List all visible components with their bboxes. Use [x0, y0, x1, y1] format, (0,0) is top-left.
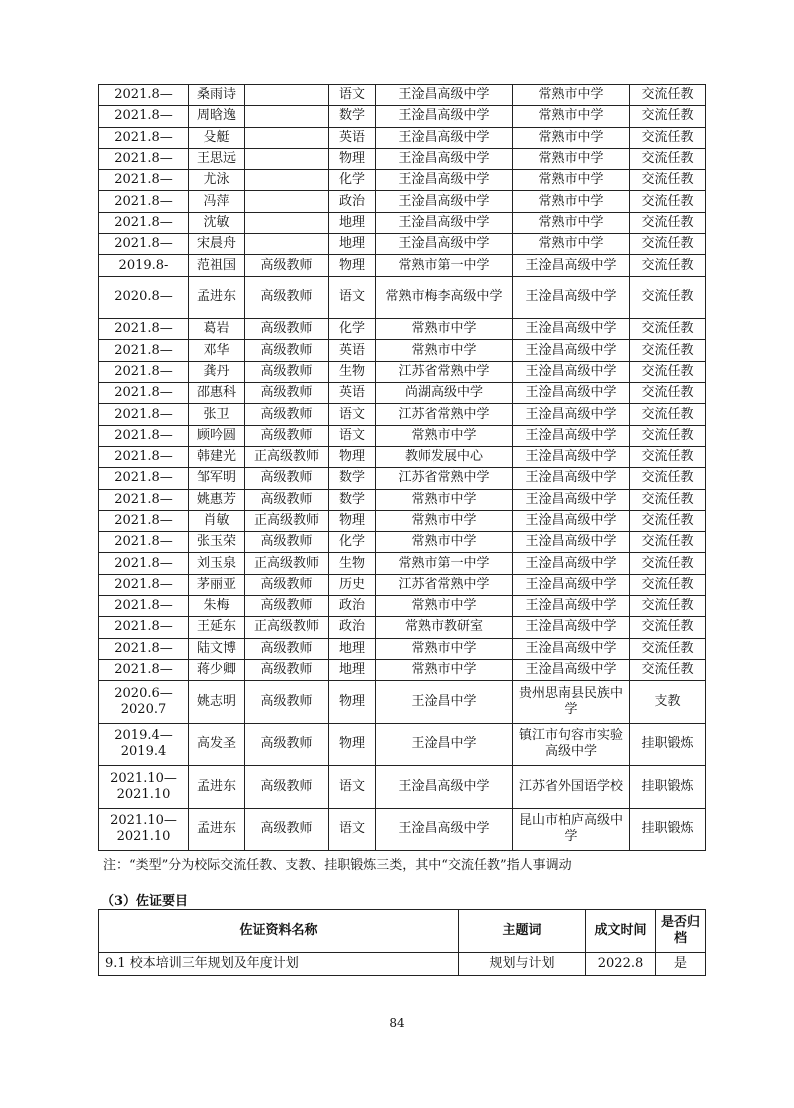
cell-title: 正高级教师 — [245, 446, 329, 467]
cell-name: 陆文博 — [189, 638, 245, 659]
cell-from-school: 常熟市中学 — [376, 596, 513, 617]
cell-date: 2021.8— — [99, 425, 189, 446]
cell-type: 交流任教 — [630, 234, 706, 255]
cell-to-school: 王淦昌高级中学 — [513, 553, 630, 574]
cell-subject: 物理 — [329, 255, 376, 276]
cell-name: 尤泳 — [189, 170, 245, 191]
cell-type: 交流任教 — [630, 553, 706, 574]
cell-name: 范祖国 — [189, 255, 245, 276]
cell-title: 高级教师 — [245, 340, 329, 361]
cell-name: 桑雨诗 — [189, 85, 245, 106]
cell-name: 邵惠科 — [189, 383, 245, 404]
cell-type: 交流任教 — [630, 148, 706, 169]
table-row — [99, 446, 706, 467]
cell-from-school: 常熟市中学 — [376, 425, 513, 446]
cell-date: 2021.8— — [99, 148, 189, 169]
cell-from-school: 王淦昌高级中学 — [376, 127, 513, 148]
cell-name: 葛岩 — [189, 319, 245, 340]
cell-to-school: 常熟市中学 — [513, 170, 630, 191]
cell-type: 交流任教 — [630, 659, 706, 680]
teacher-exchange-table — [98, 84, 706, 851]
cell-subject: 生物 — [329, 361, 376, 382]
cell-title — [245, 234, 329, 255]
cell-type: 交流任教 — [630, 574, 706, 595]
cell-type: 交流任教 — [630, 191, 706, 212]
cell-from-school: 王淦昌高级中学 — [376, 170, 513, 191]
cell-type: 交流任教 — [630, 617, 706, 638]
cell-to-school: 王淦昌高级中学 — [513, 340, 630, 361]
cell-from-school: 常熟市中学 — [376, 489, 513, 510]
table-row — [99, 808, 706, 851]
header-date: 成文时间 — [586, 910, 656, 953]
cell-subject: 语文 — [329, 404, 376, 425]
cell-to-school: 常熟市中学 — [513, 127, 630, 148]
table-row — [99, 489, 706, 510]
cell-from-school: 常熟市教研室 — [376, 617, 513, 638]
cell-date: 2021.8— — [99, 85, 189, 106]
table-row — [99, 383, 706, 404]
cell-subject: 化学 — [329, 319, 376, 340]
cell-name: 茅丽亚 — [189, 574, 245, 595]
cell-date: 2020.6—2020.7 — [99, 681, 189, 724]
table-row — [99, 425, 706, 446]
table-row — [99, 510, 706, 531]
cell-from-school: 江苏省常熟中学 — [376, 404, 513, 425]
cell-type: 交流任教 — [630, 340, 706, 361]
cell-type: 交流任教 — [630, 446, 706, 467]
cell-title: 高级教师 — [245, 383, 329, 404]
header-keyword: 主题词 — [459, 910, 586, 953]
cell-title — [245, 191, 329, 212]
section-title: （3）佐证要目 — [101, 894, 189, 909]
cell-from-school: 江苏省常熟中学 — [376, 468, 513, 489]
cell-title: 高级教师 — [245, 255, 329, 276]
cell-to-school: 王淦昌高级中学 — [513, 638, 630, 659]
cell-to-school: 常熟市中学 — [513, 212, 630, 233]
cell-subject: 政治 — [329, 191, 376, 212]
cell-subject: 化学 — [329, 170, 376, 191]
cell-subject: 语文 — [329, 85, 376, 106]
cell-to-school: 王淦昌高级中学 — [513, 489, 630, 510]
cell-subject: 生物 — [329, 553, 376, 574]
cell-from-school: 王淦昌高级中学 — [376, 106, 513, 127]
cell-name: 龚丹 — [189, 361, 245, 382]
cell-from-school: 教师发展中心 — [376, 446, 513, 467]
cell-to-school: 常熟市中学 — [513, 234, 630, 255]
cell-subject: 数学 — [329, 106, 376, 127]
evidence-table — [98, 909, 706, 976]
cell-from-school: 王淦昌中学 — [376, 723, 513, 766]
cell-to-school: 王淦昌高级中学 — [513, 617, 630, 638]
cell-name: 王思远 — [189, 148, 245, 169]
evidence-row — [99, 953, 706, 976]
cell-to-school: 王淦昌高级中学 — [513, 276, 630, 319]
table-row — [99, 361, 706, 382]
table-row — [99, 127, 706, 148]
table-row — [99, 766, 706, 809]
cell-title: 高级教师 — [245, 404, 329, 425]
cell-subject: 历史 — [329, 574, 376, 595]
cell-type: 挂职锻炼 — [630, 766, 706, 809]
cell-type: 交流任教 — [630, 319, 706, 340]
table-row — [99, 723, 706, 766]
cell-type: 交流任教 — [630, 404, 706, 425]
table-row — [99, 532, 706, 553]
cell-type: 挂职锻炼 — [630, 808, 706, 851]
cell-to-school: 王淦昌高级中学 — [513, 659, 630, 680]
cell-date: 2021.8— — [99, 404, 189, 425]
cell-date: 2021.8— — [99, 596, 189, 617]
cell-to-school: 王淦昌高级中学 — [513, 404, 630, 425]
cell-date: 2021.8— — [99, 127, 189, 148]
cell-to-school: 王淦昌高级中学 — [513, 255, 630, 276]
cell-name: 肖敏 — [189, 510, 245, 531]
cell-subject: 语文 — [329, 425, 376, 446]
cell-subject: 地理 — [329, 234, 376, 255]
cell-subject: 地理 — [329, 659, 376, 680]
cell-from-school: 常熟市第一中学 — [376, 255, 513, 276]
cell-date: 2021.8— — [99, 659, 189, 680]
cell-subject: 英语 — [329, 127, 376, 148]
cell-title: 高级教师 — [245, 808, 329, 851]
cell-date: 2021.8— — [99, 191, 189, 212]
cell-name: 张玉荣 — [189, 532, 245, 553]
cell-to-school: 昆山市柏庐高级中学 — [513, 808, 630, 851]
cell-name: 沈敏 — [189, 212, 245, 233]
cell-from-school: 常熟市中学 — [376, 659, 513, 680]
cell-title: 高级教师 — [245, 596, 329, 617]
cell-date: 2019.4—2019.4 — [99, 723, 189, 766]
table-row — [99, 191, 706, 212]
cell-name: 孟进东 — [189, 766, 245, 809]
evidence-keyword: 规划与计划 — [459, 953, 586, 976]
cell-to-school: 王淦昌高级中学 — [513, 319, 630, 340]
cell-subject: 政治 — [329, 596, 376, 617]
cell-from-school: 常熟市梅李高级中学 — [376, 276, 513, 319]
cell-date: 2021.8— — [99, 468, 189, 489]
table-row — [99, 148, 706, 169]
cell-from-school: 王淦昌高级中学 — [376, 191, 513, 212]
cell-to-school: 王淦昌高级中学 — [513, 574, 630, 595]
table-row — [99, 468, 706, 489]
cell-title: 高级教师 — [245, 723, 329, 766]
cell-type: 交流任教 — [630, 425, 706, 446]
cell-date: 2021.8— — [99, 510, 189, 531]
table-row — [99, 617, 706, 638]
cell-title: 高级教师 — [245, 532, 329, 553]
cell-from-school: 常熟市中学 — [376, 340, 513, 361]
cell-name: 冯萍 — [189, 191, 245, 212]
cell-date: 2021.8— — [99, 638, 189, 659]
cell-type: 交流任教 — [630, 276, 706, 319]
cell-date: 2021.8— — [99, 489, 189, 510]
cell-title: 高级教师 — [245, 574, 329, 595]
cell-to-school: 王淦昌高级中学 — [513, 425, 630, 446]
cell-from-school: 王淦昌高级中学 — [376, 808, 513, 851]
page-number: 84 — [389, 1016, 405, 1030]
cell-title: 高级教师 — [245, 659, 329, 680]
cell-title — [245, 170, 329, 191]
cell-title: 高级教师 — [245, 276, 329, 319]
cell-to-school: 王淦昌高级中学 — [513, 383, 630, 404]
evidence-material-name: 9.1 校本培训三年规划及年度计划 — [99, 953, 459, 976]
cell-name: 殳艇 — [189, 127, 245, 148]
cell-date: 2021.8— — [99, 170, 189, 191]
cell-subject: 数学 — [329, 489, 376, 510]
cell-type: 交流任教 — [630, 85, 706, 106]
cell-date: 2021.8— — [99, 383, 189, 404]
cell-subject: 物理 — [329, 681, 376, 724]
cell-from-school: 王淦昌高级中学 — [376, 148, 513, 169]
cell-type: 支教 — [630, 681, 706, 724]
cell-date: 2021.8— — [99, 574, 189, 595]
table-note: 注：“类型”分为校际交流任教、支教、挂职锻炼三类，其中“交流任教”指人事调动 — [103, 858, 572, 873]
table-row — [99, 319, 706, 340]
cell-to-school: 王淦昌高级中学 — [513, 446, 630, 467]
cell-date: 2021.10—2021.10 — [99, 766, 189, 809]
cell-from-school: 王淦昌高级中学 — [376, 766, 513, 809]
cell-subject: 地理 — [329, 638, 376, 659]
cell-type: 交流任教 — [630, 489, 706, 510]
evidence-date: 2022.8 — [586, 953, 656, 976]
cell-from-school: 常熟市中学 — [376, 532, 513, 553]
cell-subject: 地理 — [329, 212, 376, 233]
cell-title — [245, 85, 329, 106]
cell-date: 2021.8— — [99, 532, 189, 553]
cell-subject: 政治 — [329, 617, 376, 638]
cell-to-school: 常熟市中学 — [513, 85, 630, 106]
cell-to-school: 常熟市中学 — [513, 148, 630, 169]
cell-type: 交流任教 — [630, 638, 706, 659]
header-material-name: 佐证资料名称 — [99, 910, 459, 953]
cell-title — [245, 127, 329, 148]
cell-date: 2021.8— — [99, 234, 189, 255]
table-row — [99, 234, 706, 255]
cell-name: 邓华 — [189, 340, 245, 361]
cell-title: 高级教师 — [245, 766, 329, 809]
table-row — [99, 340, 706, 361]
teacher-exchange-table-body — [99, 85, 706, 851]
cell-title: 高级教师 — [245, 425, 329, 446]
cell-type: 挂职锻炼 — [630, 723, 706, 766]
cell-date: 2021.8— — [99, 106, 189, 127]
table-row — [99, 170, 706, 191]
cell-name: 姚惠芳 — [189, 489, 245, 510]
cell-from-school: 王淦昌中学 — [376, 681, 513, 724]
cell-title — [245, 148, 329, 169]
cell-subject: 英语 — [329, 340, 376, 361]
cell-name: 蒋少卿 — [189, 659, 245, 680]
cell-subject: 语文 — [329, 808, 376, 851]
cell-from-school: 常熟市第一中学 — [376, 553, 513, 574]
cell-type: 交流任教 — [630, 127, 706, 148]
cell-subject: 语文 — [329, 766, 376, 809]
cell-title — [245, 106, 329, 127]
cell-name: 周晗逸 — [189, 106, 245, 127]
table-row — [99, 85, 706, 106]
cell-name: 孟进东 — [189, 276, 245, 319]
cell-type: 交流任教 — [630, 255, 706, 276]
table-row — [99, 553, 706, 574]
cell-to-school: 贵州思南县民族中学 — [513, 681, 630, 724]
cell-type: 交流任教 — [630, 532, 706, 553]
cell-subject: 物理 — [329, 723, 376, 766]
cell-subject: 物理 — [329, 510, 376, 531]
cell-to-school: 镇江市句容市实验高级中学 — [513, 723, 630, 766]
cell-date: 2021.8— — [99, 212, 189, 233]
cell-from-school: 江苏省常熟中学 — [376, 361, 513, 382]
table-row — [99, 681, 706, 724]
cell-to-school: 王淦昌高级中学 — [513, 361, 630, 382]
cell-to-school: 王淦昌高级中学 — [513, 532, 630, 553]
table-row — [99, 276, 706, 319]
cell-type: 交流任教 — [630, 468, 706, 489]
cell-to-school: 常熟市中学 — [513, 191, 630, 212]
table-row — [99, 212, 706, 233]
cell-date: 2021.8— — [99, 361, 189, 382]
cell-title: 高级教师 — [245, 681, 329, 724]
table-row — [99, 659, 706, 680]
cell-from-school: 王淦昌高级中学 — [376, 234, 513, 255]
cell-type: 交流任教 — [630, 383, 706, 404]
cell-subject: 物理 — [329, 148, 376, 169]
cell-date: 2021.8— — [99, 340, 189, 361]
cell-title: 高级教师 — [245, 361, 329, 382]
cell-from-school: 尚湖高级中学 — [376, 383, 513, 404]
cell-name: 宋晨舟 — [189, 234, 245, 255]
table-row — [99, 574, 706, 595]
cell-date: 2021.8— — [99, 553, 189, 574]
cell-name: 顾吟圆 — [189, 425, 245, 446]
table-row — [99, 106, 706, 127]
cell-subject: 英语 — [329, 383, 376, 404]
cell-type: 交流任教 — [630, 212, 706, 233]
table-row — [99, 404, 706, 425]
cell-name: 韩建光 — [189, 446, 245, 467]
cell-from-school: 常熟市中学 — [376, 638, 513, 659]
cell-name: 张卫 — [189, 404, 245, 425]
cell-date: 2020.8— — [99, 276, 189, 319]
cell-date: 2019.8- — [99, 255, 189, 276]
cell-name: 孟进东 — [189, 808, 245, 851]
cell-title: 正高级教师 — [245, 553, 329, 574]
table-row — [99, 255, 706, 276]
cell-name: 邹军明 — [189, 468, 245, 489]
cell-from-school: 常熟市中学 — [376, 510, 513, 531]
cell-date: 2021.10—2021.10 — [99, 808, 189, 851]
cell-name: 高发圣 — [189, 723, 245, 766]
cell-subject: 物理 — [329, 446, 376, 467]
cell-subject: 语文 — [329, 276, 376, 319]
cell-subject: 化学 — [329, 532, 376, 553]
cell-subject: 数学 — [329, 468, 376, 489]
cell-date: 2021.8— — [99, 319, 189, 340]
cell-to-school: 常熟市中学 — [513, 106, 630, 127]
cell-title: 高级教师 — [245, 468, 329, 489]
cell-title: 正高级教师 — [245, 510, 329, 531]
cell-name: 朱梅 — [189, 596, 245, 617]
cell-date: 2021.8— — [99, 446, 189, 467]
cell-from-school: 江苏省常熟中学 — [376, 574, 513, 595]
cell-from-school: 王淦昌高级中学 — [376, 85, 513, 106]
cell-type: 交流任教 — [630, 170, 706, 191]
table-row — [99, 596, 706, 617]
evidence-archived: 是 — [656, 953, 706, 976]
cell-to-school: 王淦昌高级中学 — [513, 468, 630, 489]
cell-title: 高级教师 — [245, 489, 329, 510]
cell-to-school: 王淦昌高级中学 — [513, 596, 630, 617]
cell-title: 高级教师 — [245, 319, 329, 340]
cell-to-school: 王淦昌高级中学 — [513, 510, 630, 531]
cell-type: 交流任教 — [630, 106, 706, 127]
cell-name: 姚志明 — [189, 681, 245, 724]
cell-name: 刘玉泉 — [189, 553, 245, 574]
table-row — [99, 638, 706, 659]
cell-name: 王延东 — [189, 617, 245, 638]
cell-date: 2021.8— — [99, 617, 189, 638]
cell-type: 交流任教 — [630, 596, 706, 617]
evidence-header-row — [99, 910, 706, 953]
cell-title: 高级教师 — [245, 638, 329, 659]
cell-to-school: 江苏省外国语学校 — [513, 766, 630, 809]
cell-title: 正高级教师 — [245, 617, 329, 638]
cell-from-school: 王淦昌高级中学 — [376, 212, 513, 233]
header-archived: 是否归档 — [656, 910, 706, 953]
cell-title — [245, 212, 329, 233]
cell-from-school: 常熟市中学 — [376, 319, 513, 340]
cell-type: 交流任教 — [630, 510, 706, 531]
cell-type: 交流任教 — [630, 361, 706, 382]
